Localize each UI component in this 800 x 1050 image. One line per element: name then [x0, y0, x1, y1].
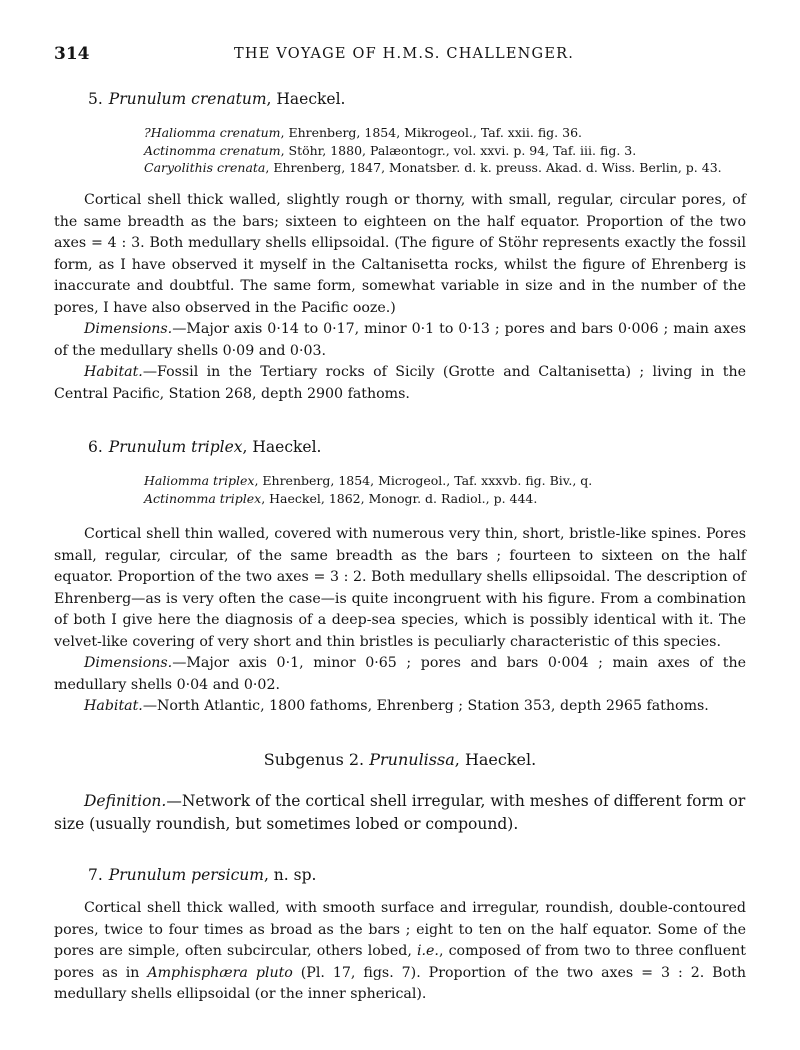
dimensions-text: —Major axis 0·1, minor 0·65 ; pores and bars 0·004 ; main axes of the medullary shells 0·04 and 0·02. — [54, 655, 746, 693]
species-7-body — [54, 898, 746, 1006]
species-number: 5. — [88, 90, 103, 108]
species-name: Prunulum crenatum — [108, 90, 267, 108]
description-part: (Pl. 17, figs. 7). Proportion of the two axes = 3 : 2. Both medullary shells ellipsoidal (or the inner spherical). — [54, 964, 746, 1002]
species-5-heading — [54, 90, 746, 108]
definition-label: Definition. — [84, 792, 167, 810]
synonym-name: Haliomma triplex — [144, 473, 255, 488]
synonym-name: Caryolithis crenata — [144, 160, 266, 175]
species-author: , n. sp. — [263, 866, 317, 884]
species-dimensions — [54, 319, 746, 362]
habitat-label: Habitat. — [84, 698, 143, 714]
subgenus-prefix: Subgenus 2. — [263, 750, 370, 769]
species-number: 7. — [88, 866, 103, 884]
habitat-label: Habitat. — [84, 364, 143, 380]
species-description — [54, 898, 746, 1006]
species-7-heading — [54, 866, 746, 884]
synonym-ref: , Ehrenberg, 1847, Monatsber. d. k. preuss. Akad. d. Wiss. Berlin, p. 43. — [265, 160, 722, 175]
synonym-line — [144, 124, 746, 142]
species-name: Prunulum triplex — [108, 438, 243, 456]
synonym-ref: , Stöhr, 1880, Palæontogr., vol. xxvi. p. 94, Taf. iii. fig. 3. — [280, 142, 637, 158]
dimensions-label: Dimensions. — [84, 655, 173, 671]
subgenus-author: , Haeckel. — [454, 750, 537, 769]
subgenus-definition — [54, 790, 746, 836]
species-5-body — [54, 190, 746, 405]
species-description: Cortical shell thick walled, slightly rough or thorny, with small, regular, circular pores, of the same breadth as the bars; sixteen to eighteen on the half equator. Proportion of the two axes = 4 : 3. Both medullary shells ellipsoidal. (The figure of Stöhr represents exactly the fossil form, as I have observed it myself in the Caltanisetta rocks, whilst the figure of Ehrenberg is inaccurate and doubtful. The same form, somewhat variable in size and in the number of the pores, I have also observed in the Pacific ooze.) — [54, 192, 746, 316]
species-habitat — [54, 696, 746, 718]
running-title: THE VOYAGE OF H.M.S. CHALLENGER. — [234, 46, 575, 62]
page-number: 314 — [54, 44, 90, 64]
species-author: , Haeckel. — [242, 438, 322, 456]
species-name: Prunulum persicum — [108, 866, 264, 884]
species-habitat — [54, 362, 746, 405]
dimensions-text: —Major axis 0·14 to 0·17, minor 0·1 to 0·13 ; pores and bars 0·006 ; main axes of the medullary shells 0·09 and 0·03. — [54, 321, 746, 359]
synonym-name: ?Haliomma crenatum — [144, 125, 281, 140]
species-5-synonyms — [54, 124, 746, 177]
subgenus-name: Prunulissa — [369, 750, 455, 769]
species-6-synonyms — [54, 472, 746, 507]
synonym-line — [144, 142, 746, 160]
synonym-line — [144, 159, 746, 177]
description-abbrev: i.e. — [416, 943, 439, 959]
species-description: Cortical shell thin walled, covered with numerous very thin, short, bristle-like spines. Pores small, regular, circular, of the same breadth as the bars ; fourteen to sixteen on the half equator. Proportion of the two axes = 3 : 2. Both medullary shells ellipsoidal. The description of Ehrenberg—as is very often the case—is quite incongruent with his figure. From a combination of both I give here the diagnosis of a deep-sea species, which is possibly identical with it. The velvet-like covering of very short and thin bristles is peculiarly characteristic of this species. — [54, 526, 746, 650]
synonym-ref: , Ehrenberg, 1854, Mikrogeol., Taf. xxii. fig. 36. — [280, 125, 583, 140]
species-author: , Haeckel. — [266, 90, 346, 108]
definition-text: —Network of the cortical shell irregular, with meshes of different form or size (usually roundish, but sometimes lobed or compound). — [54, 792, 746, 833]
species-6-body — [54, 524, 746, 718]
synonym-name: Actinomma triplex — [144, 490, 262, 506]
synonym-ref: , Ehrenberg, 1854, Microgeol., Taf. xxxvb. fig. Biv., q. — [254, 473, 593, 488]
description-part: , composed of from two to three confluent pores as in — [54, 943, 746, 981]
description-part: Cortical shell thick walled, with smooth surface and irregular, roundish, double-contoured pores, twice to four times as broad as the bars ; eight to ten on the half equator. Some of the pores are simple, often subcircular, others lobed, — [54, 900, 746, 959]
species-dimensions — [54, 653, 746, 696]
species-number: 6. — [88, 438, 103, 456]
synonym-line — [144, 490, 746, 508]
synonym-line — [144, 472, 746, 490]
description-genus: Amphisphæra pluto — [147, 964, 293, 981]
habitat-text: —Fossil in the Tertiary rocks of Sicily (Grotte and Caltanisetta) ; living in the Central Pacific, Station 268, depth 2900 fathoms. — [54, 364, 746, 402]
page-header — [54, 44, 746, 66]
habitat-text: —North Atlantic, 1800 fathoms, Ehrenberg ; Station 353, depth 2965 fathoms. — [142, 698, 709, 714]
synonym-name: Actinomma crenatum — [144, 142, 281, 158]
dimensions-label: Dimensions. — [84, 321, 173, 337]
subgenus-heading — [54, 750, 746, 769]
species-6-heading — [54, 438, 746, 456]
synonym-ref: , Haeckel, 1862, Monogr. d. Radiol., p. 444. — [261, 490, 538, 506]
